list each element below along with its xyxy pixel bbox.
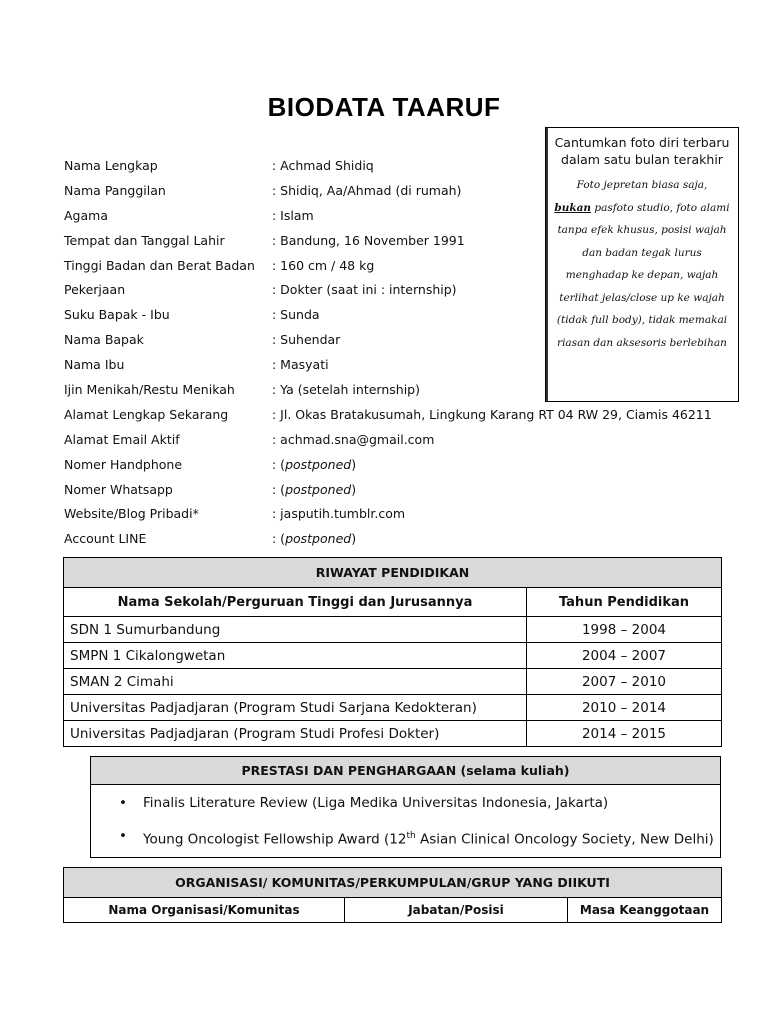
list-item [119, 787, 720, 820]
bio-row [64, 181, 744, 206]
bio-value: : Dokter (saat ini : internship) [272, 282, 457, 298]
bio-value: : Achmad Shidiq [272, 158, 374, 173]
column-header-membership: Masa Keanggotaan [568, 898, 722, 923]
school-name: SDN 1 Sumurbandung [64, 617, 527, 643]
school-name: SMPN 1 Cikalongwetan [64, 643, 527, 669]
bio-row [64, 206, 744, 231]
achievements-header: PRESTASI DAN PENGHARGAAN (selama kuliah) [91, 757, 721, 785]
bio-label: Alamat Email Aktif [64, 431, 180, 447]
table-row [64, 643, 722, 669]
bio-label: Nama Bapak [64, 332, 144, 348]
achievements-list [91, 785, 720, 857]
school-name: Universitas Padjadjaran (Program Studi Sarjana Kedokteran) [64, 695, 527, 721]
bio-row [64, 280, 744, 305]
value-italic: postponed [285, 531, 352, 547]
achievement-text-pre: Young Oncologist Fellowship Award (12 [143, 831, 407, 848]
column-header-school: Nama Sekolah/Perguruan Tinggi dan Jurusannya [64, 588, 527, 617]
bio-label: Nomer Handphone [64, 456, 183, 472]
bio-value: : Ya (setelah internship) [272, 382, 420, 398]
bio-row [64, 480, 744, 505]
bio-label: Agama [64, 207, 108, 223]
achievements-list-cell [91, 785, 721, 858]
bio-row [64, 504, 744, 529]
value-prefix: : ( [272, 481, 286, 497]
education-header: RIWAYAT PENDIDIKAN [64, 558, 722, 588]
achievement-text-post: Asian Clinical Oncology Society, New Delhi) [415, 831, 714, 848]
table-row [64, 695, 722, 721]
value-suffix: ) [351, 531, 357, 547]
bio-label: Tinggi Badan dan Berat Badan [64, 257, 255, 273]
ordinal-suffix: th [406, 831, 416, 841]
bio-row [64, 156, 744, 181]
list-item [119, 820, 720, 857]
bio-value [272, 455, 356, 475]
bio-label: Nama Lengkap [64, 158, 158, 173]
bio-value: : 160 cm / 48 kg [272, 257, 375, 273]
column-header-organization: Nama Organisasi/Komunitas [64, 898, 345, 923]
value-suffix: ) [351, 456, 357, 472]
bio-row [64, 405, 744, 430]
school-year: 2004 – 2007 [527, 643, 722, 669]
bio-value: : Shidiq, Aa/Ahmad (di rumah) [272, 182, 462, 198]
value-italic: postponed [285, 481, 352, 497]
bio-label: Nama Ibu [64, 357, 125, 373]
photo-note-post: pasfoto studio, foto alami tanpa efek khusus, posisi wajah dan badan tegak lurus menghadap ke depan, wajah terlihat jelas/close up ke wajah (tidak full body), tidak memakai riasan dan aksesoris berlebihan [556, 201, 730, 349]
bio-label: Ijin Menikah/Restu Menikah [64, 382, 235, 398]
bio-value [272, 529, 356, 549]
value-prefix: : ( [272, 456, 286, 472]
bio-value: : jasputih.tumblr.com [272, 506, 406, 522]
value-prefix: : ( [272, 531, 286, 547]
photo-note-pre: Foto jepretan biasa saja, [576, 179, 708, 191]
bullet: • [119, 795, 127, 811]
table-row [64, 669, 722, 695]
bio-value: : Sunda [272, 307, 320, 323]
school-year: 2010 – 2014 [527, 695, 722, 721]
achievements-table [90, 756, 721, 858]
table-row [64, 721, 722, 747]
photo-heading: Cantumkan foto diri terbaru dalam satu bulan terakhir [554, 135, 730, 167]
bio-row [64, 355, 744, 380]
bio-label: Suku Bapak - Ibu [64, 307, 170, 323]
school-name: SMAN 2 Cimahi [64, 669, 527, 695]
bio-label: Nama Panggilan [64, 182, 166, 198]
value-italic: postponed [285, 456, 352, 472]
bio-row [64, 256, 744, 281]
column-header-year: Tahun Pendidikan [527, 588, 722, 617]
organizations-table [63, 867, 722, 923]
bio-row [64, 231, 744, 256]
column-header-position: Jabatan/Posisi [345, 898, 568, 923]
organizations-header: ORGANISASI/ KOMUNITAS/PERKUMPULAN/GRUP YANG DIIKUTI [64, 868, 722, 898]
bio-value: : achmad.sna@gmail.com [272, 431, 435, 447]
bio-value: : Suhendar [272, 332, 341, 348]
table-row [64, 617, 722, 643]
school-name: Universitas Padjadjaran (Program Studi Profesi Dokter) [64, 721, 527, 747]
bio-value [272, 480, 356, 500]
school-year: 2014 – 2015 [527, 721, 722, 747]
bio-value: : Masyati [272, 357, 329, 373]
bullet: • [119, 828, 127, 844]
photo-note-bold: bukan [554, 201, 592, 214]
bio-row [64, 430, 744, 455]
bio-row [64, 380, 744, 405]
page-title: BIODATA TAARUF [267, 92, 501, 122]
bio-label: Alamat Lengkap Sekarang [64, 406, 229, 422]
bio-row [64, 330, 744, 355]
bio-value: : Jl. Okas Bratakusumah, Lingkung Karang RT 04 RW 29, Ciamis 46211 [272, 406, 712, 422]
value-suffix: ) [351, 481, 357, 497]
bio-value: : Bandung, 16 November 1991 [272, 232, 465, 248]
bio-label: Website/Blog Pribadi* [64, 506, 199, 522]
bio-label: Tempat dan Tanggal Lahir [64, 232, 225, 248]
school-year: 1998 – 2004 [527, 617, 722, 643]
bio-label: Account LINE [64, 531, 147, 547]
bio-value: : Islam [272, 207, 314, 223]
bio-label: Pekerjaan [64, 282, 126, 298]
school-year: 2007 – 2010 [527, 669, 722, 695]
bio-row [64, 455, 744, 480]
bio-row [64, 529, 744, 554]
bio-row [64, 305, 744, 330]
achievement-text: Finalis Literature Review (Liga Medika Universitas Indonesia, Jakarta) [143, 795, 609, 811]
education-table [63, 557, 722, 747]
bio-label: Nomer Whatsapp [64, 481, 173, 497]
biodata-list [64, 156, 744, 554]
